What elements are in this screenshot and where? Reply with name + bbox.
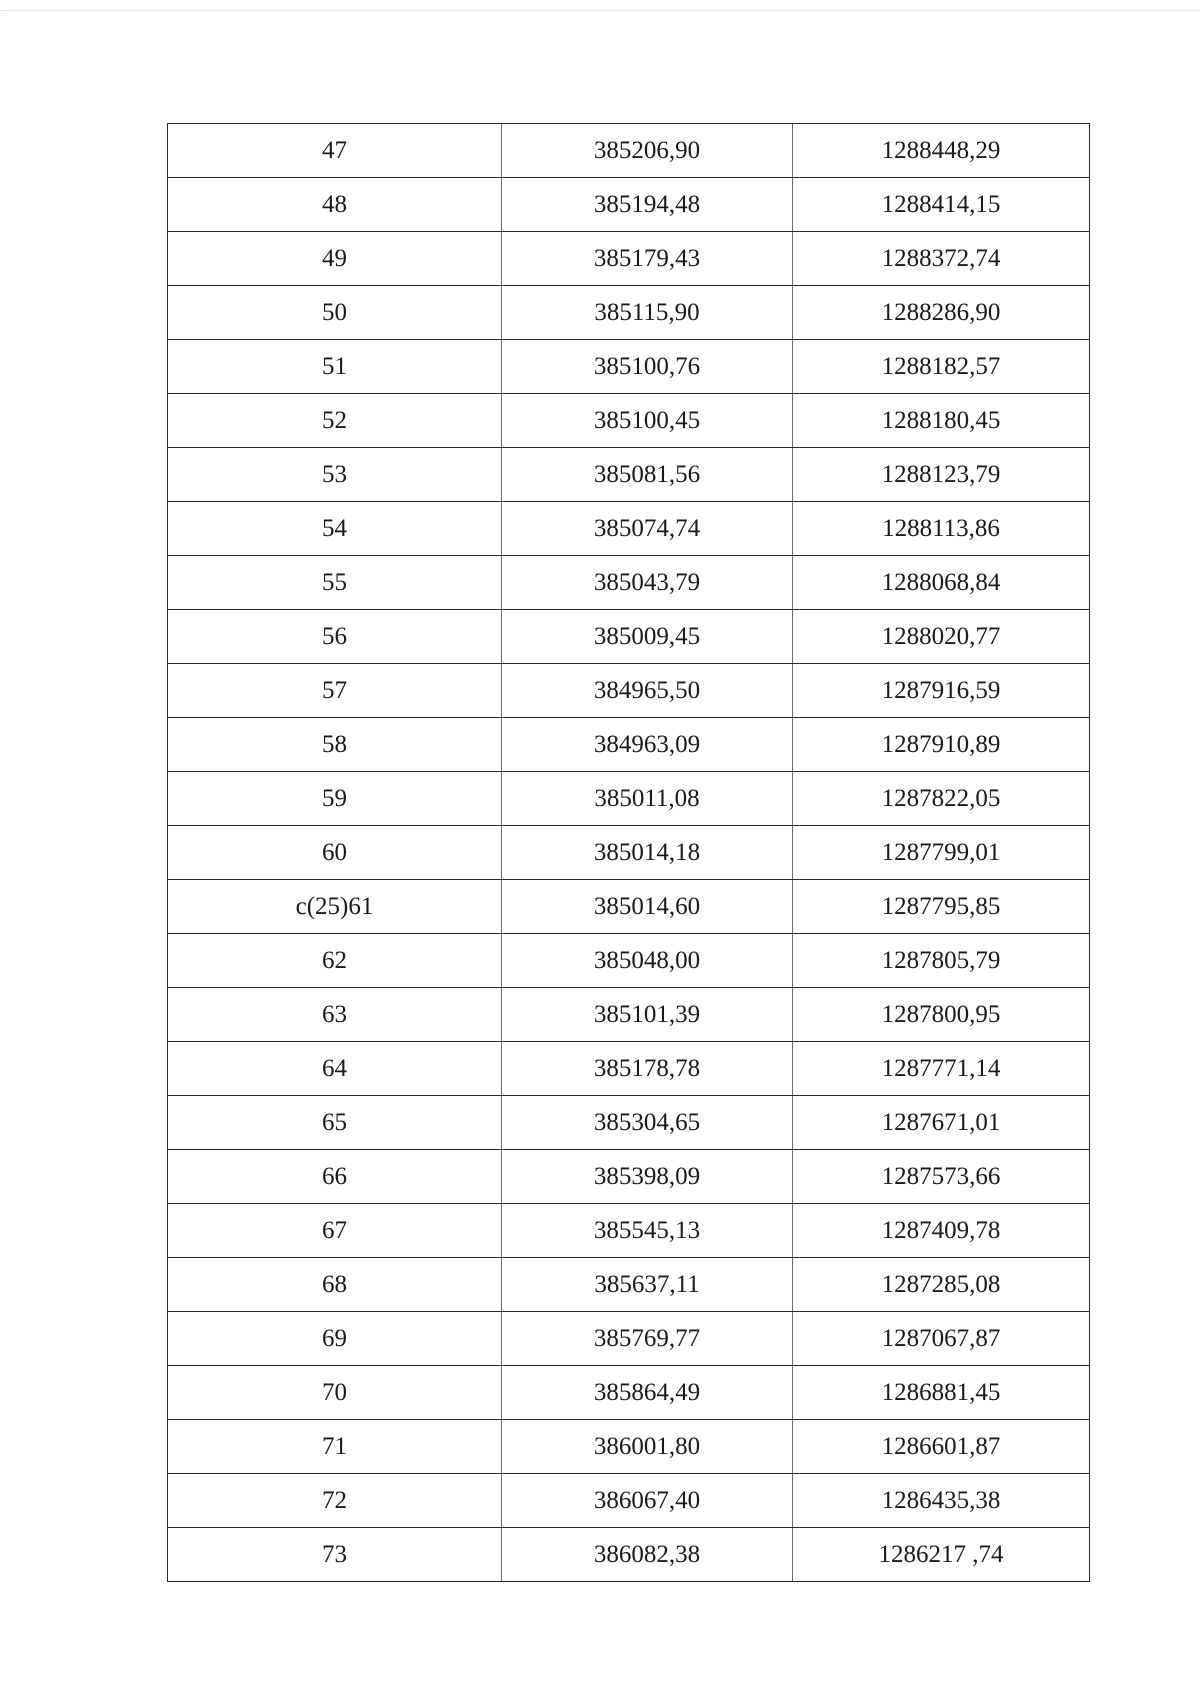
y-coordinate-cell: 1287822,05 xyxy=(793,772,1090,826)
table-row xyxy=(168,718,1090,772)
x-coordinate-cell: 384965,50 xyxy=(502,664,793,718)
y-coordinate-cell: 1288372,74 xyxy=(793,232,1090,286)
y-coordinate-cell: 1287916,59 xyxy=(793,664,1090,718)
point-number-cell: 50 xyxy=(168,286,502,340)
y-coordinate-cell: 1288182,57 xyxy=(793,340,1090,394)
table-row xyxy=(168,286,1090,340)
y-coordinate-cell: 1288286,90 xyxy=(793,286,1090,340)
point-number-cell: 64 xyxy=(168,1042,502,1096)
x-coordinate-cell: 385014,18 xyxy=(502,826,793,880)
x-coordinate-cell: 386001,80 xyxy=(502,1420,793,1474)
x-coordinate-cell: 385194,48 xyxy=(502,178,793,232)
point-number-cell: c(25)61 xyxy=(168,880,502,934)
table-row xyxy=(168,934,1090,988)
x-coordinate-cell: 385014,60 xyxy=(502,880,793,934)
point-number-cell: 57 xyxy=(168,664,502,718)
table-row xyxy=(168,880,1090,934)
x-coordinate-cell: 385178,78 xyxy=(502,1042,793,1096)
x-coordinate-cell: 385179,43 xyxy=(502,232,793,286)
point-number-cell: 63 xyxy=(168,988,502,1042)
table-row xyxy=(168,1042,1090,1096)
x-coordinate-cell: 385304,65 xyxy=(502,1096,793,1150)
point-number-cell: 66 xyxy=(168,1150,502,1204)
table-row xyxy=(168,610,1090,664)
point-number-cell: 58 xyxy=(168,718,502,772)
point-number-cell: 49 xyxy=(168,232,502,286)
x-coordinate-cell: 386067,40 xyxy=(502,1474,793,1528)
y-coordinate-cell: 1287573,66 xyxy=(793,1150,1090,1204)
y-coordinate-cell: 1287409,78 xyxy=(793,1204,1090,1258)
y-coordinate-cell: 1288180,45 xyxy=(793,394,1090,448)
point-number-cell: 48 xyxy=(168,178,502,232)
y-coordinate-cell: 1287671,01 xyxy=(793,1096,1090,1150)
y-coordinate-cell: 1286601,87 xyxy=(793,1420,1090,1474)
y-coordinate-cell: 1288414,15 xyxy=(793,178,1090,232)
table-row xyxy=(168,232,1090,286)
y-coordinate-cell: 1287067,87 xyxy=(793,1312,1090,1366)
table-row xyxy=(168,340,1090,394)
table-row xyxy=(168,1096,1090,1150)
y-coordinate-cell: 1287800,95 xyxy=(793,988,1090,1042)
y-coordinate-cell: 1287805,79 xyxy=(793,934,1090,988)
y-coordinate-cell: 1288020,77 xyxy=(793,610,1090,664)
point-number-cell: 67 xyxy=(168,1204,502,1258)
coordinates-table-body xyxy=(168,124,1090,1582)
point-number-cell: 73 xyxy=(168,1528,502,1582)
point-number-cell: 53 xyxy=(168,448,502,502)
point-number-cell: 59 xyxy=(168,772,502,826)
table-row xyxy=(168,1204,1090,1258)
table-row xyxy=(168,1528,1090,1582)
x-coordinate-cell: 385864,49 xyxy=(502,1366,793,1420)
x-coordinate-cell: 385011,08 xyxy=(502,772,793,826)
table-row xyxy=(168,556,1090,610)
x-coordinate-cell: 385101,39 xyxy=(502,988,793,1042)
table-row xyxy=(168,1420,1090,1474)
x-coordinate-cell: 385206,90 xyxy=(502,124,793,178)
y-coordinate-cell: 1288448,29 xyxy=(793,124,1090,178)
y-coordinate-cell: 1287910,89 xyxy=(793,718,1090,772)
y-coordinate-cell: 1287285,08 xyxy=(793,1258,1090,1312)
x-coordinate-cell: 386082,38 xyxy=(502,1528,793,1582)
table-row xyxy=(168,1474,1090,1528)
point-number-cell: 56 xyxy=(168,610,502,664)
x-coordinate-cell: 385043,79 xyxy=(502,556,793,610)
y-coordinate-cell: 1286881,45 xyxy=(793,1366,1090,1420)
table-row xyxy=(168,1312,1090,1366)
point-number-cell: 65 xyxy=(168,1096,502,1150)
scan-edge-line xyxy=(0,10,1200,11)
y-coordinate-cell: 1287771,14 xyxy=(793,1042,1090,1096)
table-row xyxy=(168,124,1090,178)
x-coordinate-cell: 385009,45 xyxy=(502,610,793,664)
x-coordinate-cell: 385769,77 xyxy=(502,1312,793,1366)
table-row xyxy=(168,502,1090,556)
x-coordinate-cell: 385048,00 xyxy=(502,934,793,988)
x-coordinate-cell: 385115,90 xyxy=(502,286,793,340)
point-number-cell: 54 xyxy=(168,502,502,556)
table-row xyxy=(168,1150,1090,1204)
table-row xyxy=(168,772,1090,826)
coordinates-table xyxy=(167,123,1090,1582)
x-coordinate-cell: 385100,45 xyxy=(502,394,793,448)
x-coordinate-cell: 385398,09 xyxy=(502,1150,793,1204)
x-coordinate-cell: 385637,11 xyxy=(502,1258,793,1312)
x-coordinate-cell: 385100,76 xyxy=(502,340,793,394)
y-coordinate-cell: 1287795,85 xyxy=(793,880,1090,934)
point-number-cell: 68 xyxy=(168,1258,502,1312)
point-number-cell: 60 xyxy=(168,826,502,880)
x-coordinate-cell: 385081,56 xyxy=(502,448,793,502)
table-row xyxy=(168,394,1090,448)
x-coordinate-cell: 385074,74 xyxy=(502,502,793,556)
y-coordinate-cell: 1288113,86 xyxy=(793,502,1090,556)
table-row xyxy=(168,1366,1090,1420)
y-coordinate-cell: 1286435,38 xyxy=(793,1474,1090,1528)
table-row xyxy=(168,178,1090,232)
point-number-cell: 72 xyxy=(168,1474,502,1528)
table-row xyxy=(168,988,1090,1042)
y-coordinate-cell: 1288068,84 xyxy=(793,556,1090,610)
point-number-cell: 62 xyxy=(168,934,502,988)
point-number-cell: 47 xyxy=(168,124,502,178)
y-coordinate-cell: 1286217 ,74 xyxy=(793,1528,1090,1582)
table-row xyxy=(168,1258,1090,1312)
point-number-cell: 51 xyxy=(168,340,502,394)
x-coordinate-cell: 384963,09 xyxy=(502,718,793,772)
x-coordinate-cell: 385545,13 xyxy=(502,1204,793,1258)
table-row xyxy=(168,826,1090,880)
point-number-cell: 52 xyxy=(168,394,502,448)
y-coordinate-cell: 1288123,79 xyxy=(793,448,1090,502)
point-number-cell: 70 xyxy=(168,1366,502,1420)
table-row xyxy=(168,448,1090,502)
y-coordinate-cell: 1287799,01 xyxy=(793,826,1090,880)
point-number-cell: 71 xyxy=(168,1420,502,1474)
point-number-cell: 69 xyxy=(168,1312,502,1366)
table-row xyxy=(168,664,1090,718)
point-number-cell: 55 xyxy=(168,556,502,610)
